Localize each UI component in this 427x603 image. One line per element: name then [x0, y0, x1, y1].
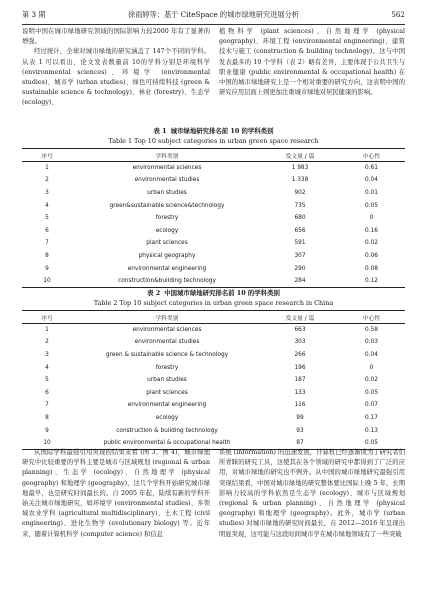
table-row — [22, 199, 405, 212]
table-cell: 3 — [45, 189, 49, 196]
table-cell: 902 — [294, 189, 306, 196]
column-header: 中心性 — [338, 311, 405, 324]
table-cell: 10 — [22, 275, 72, 288]
table-cell: physical geography — [138, 252, 196, 259]
table-cell: environmental engineering — [127, 402, 207, 409]
table-cell: 656 — [294, 227, 306, 234]
table-cell: 10 — [22, 437, 72, 450]
table-cell: 93 — [296, 427, 304, 434]
table-cell: 0.58 — [365, 327, 378, 334]
right-column-top — [219, 27, 405, 98]
table-cell: ecology — [155, 414, 179, 421]
table-cell: 4 — [45, 202, 49, 209]
table-cell: 0.04 — [365, 351, 378, 358]
table-cell: 0.05 — [365, 202, 378, 209]
table-row — [22, 174, 405, 187]
table-row — [22, 399, 405, 412]
table-cell: 187 — [294, 377, 306, 384]
table-cell: 0.12 — [338, 275, 405, 288]
table-cell: 663 — [294, 327, 306, 334]
table-cell: 735 — [294, 202, 306, 209]
table-cell: environmental sciences — [132, 327, 202, 334]
table-row — [22, 336, 405, 349]
table-cell: 0.05 — [365, 389, 378, 396]
table2 — [22, 310, 405, 450]
paragraph: 系统 (information) 的迅速发展，计算机已经逐渐成为了研究者们所青睐的研究工具，这使其在各个领域的研究中都得到了广泛的应用，对城市绿地的研究也不例外。从中国的城市绿地研究最强引用突现结果看，中国对城市绿地的研究整体要比国际上晚 5 年，长期影响力较高的学科依然是生态学 (ecology)、城市与区域规划 (regional & urban planning)、自然地理学 (physical geography) 和地理学 (geography)。此外，城市学 (urban studies) 对城市绿地的研究时间最长，在 2012—2016 年呈现出明显突现，这可能与这段时间城市学在城市绿地领域有了一些突破 — [219, 449, 405, 538]
table-cell: 9 — [45, 427, 49, 434]
table-cell: urban studies — [147, 189, 187, 196]
table-cell: 0.61 — [365, 165, 378, 172]
page-number: 562 — [391, 10, 405, 19]
paragraph: 植物科学 (plant sciences)、自然地理学 (physical geography)、环境工程 (environmental engineering)、建筑技术与施工 (construction & building technology)。这与中国发表最多的 10 个学科（表 2）略有差异，主要体现于公共卫生与职业健康 (public environmental & occupational health) 在中国的城市绿地研究上是一个相对重要的研究方向，这表明中国的研究应用层面上则更加注重城市绿地对居民健康的影响。 — [219, 28, 405, 97]
table-cell: 0 — [369, 215, 374, 222]
table-cell: 9 — [45, 265, 49, 272]
table-cell: construction & building technology — [116, 427, 218, 434]
paragraph: 从国际学科最强引用突现的结果来看 (图 3、图 4)，城市绿地研究中比较重要的学科主要是城市与区域规划 (regional & urban planning)、生态学 (ecology)、自然地理学 (physical geography) 和地理学 (geography)，这几个学科开始研究城市绿地最早，也是研究时间最长的。自 2005 年起，陆续有新的学科开始关注城市绿地研究，如环境学 (environmental studies)、多领域农业学科 (agricultural multidisciplinary)、土木工程 (civil engineering)、进化生物学 (evolutionary biology) 等。近年来，随着计算机科学 (computer science) 和信息 — [22, 449, 210, 538]
table-cell: 5 — [45, 377, 49, 384]
table-cell: 591 — [294, 240, 306, 247]
table-cell: 116 — [294, 402, 306, 409]
table-row — [22, 250, 405, 263]
table-cell: 0.02 — [365, 240, 378, 247]
table-cell: 99 — [296, 414, 304, 421]
table-cell: 133 — [294, 389, 306, 396]
table2-caption-en: Table 2 Top 10 subject categories in urban green space research in China — [93, 299, 334, 307]
table2-title-cn: 中国城市绿地研究排名前 10 的学科类别 — [164, 289, 280, 297]
column-header: 序号 — [22, 311, 72, 324]
table-header-row — [22, 149, 405, 162]
table-row — [22, 374, 405, 387]
table1-label: 表 1 — [153, 127, 167, 135]
table-cell: construction&building technology — [72, 275, 262, 288]
table-cell: 0.03 — [365, 339, 378, 346]
table-cell: 2 — [45, 339, 49, 346]
column-header: 中心性 — [338, 149, 405, 162]
table1 — [22, 148, 405, 288]
table-cell: 4 — [45, 364, 49, 371]
table-row — [22, 212, 405, 225]
issue-number: 第 3 期 — [22, 10, 46, 19]
table-row — [22, 424, 405, 437]
table-cell: forestry — [155, 364, 179, 371]
table-row — [22, 361, 405, 374]
table-cell: ecology — [155, 227, 179, 234]
table-cell: 7 — [45, 240, 49, 247]
table-cell: 1 — [45, 165, 49, 172]
table-cell: 87 — [262, 437, 338, 450]
table-cell: 0.01 — [365, 189, 378, 196]
table-cell: environmental engineering — [127, 265, 207, 272]
table-cell: urban studies — [147, 377, 187, 384]
table-cell: forestry — [155, 215, 179, 222]
table-cell: 307 — [294, 252, 306, 259]
table-cell: 266 — [294, 351, 306, 358]
table-cell: 0.06 — [365, 252, 378, 259]
table2-caption-cn — [22, 289, 405, 298]
left-column-top — [22, 27, 210, 109]
table-cell: environmental sciences — [132, 165, 202, 172]
paragraph: 说明中国在城市绿地研究领域的国际影响力较2000 年有了显著的增强。 — [22, 28, 210, 46]
table-row — [22, 275, 405, 288]
table-cell: 303 — [294, 339, 306, 346]
table-cell: 0.17 — [365, 414, 378, 421]
table-row — [22, 349, 405, 362]
table-row — [22, 162, 405, 175]
table-cell: 1 338 — [291, 177, 309, 184]
table-cell: 0 — [369, 364, 374, 371]
table-cell: public environmental & occupational health — [72, 437, 262, 450]
running-title: 徐雨婷等：基于 CiteSpace 的城市绿地研究进展分析 — [128, 10, 299, 19]
table-cell: green & sustainable science & technology — [105, 351, 229, 358]
table-cell: 0.05 — [338, 437, 405, 450]
table-cell: 196 — [294, 364, 306, 371]
table-cell: 0.02 — [365, 377, 378, 384]
right-column-bottom — [219, 448, 405, 540]
table-cell: 8 — [45, 414, 49, 421]
table-cell: environmental studies — [134, 339, 200, 346]
table-cell: 0.13 — [365, 427, 378, 434]
column-header: 发文量 / 篇 — [262, 311, 338, 324]
table-cell: 0.08 — [365, 265, 378, 272]
table-cell: 8 — [45, 252, 49, 259]
table-cell: plant sciences — [146, 389, 188, 396]
table-cell: 3 — [45, 351, 49, 358]
column-header: 学科类别 — [72, 311, 262, 324]
table-cell: green&sustainable science&technology — [109, 202, 225, 209]
table-cell: 7 — [45, 402, 49, 409]
paragraph: 经过统计，全球对城市绿地的研究涵盖了 147个不同的学科。从表 1 可以看出，论文发表数量前 10的学科分别是环境科学 (environmental sciences)、环境学 (environmental studies)、城市学 (urban studies)、绿色可持续科技 (green & sustainable science & technology)、林业 (forestry)、生态学 (ecology)、 — [22, 48, 210, 107]
table-cell: 680 — [294, 215, 306, 222]
table-cell: 284 — [262, 275, 338, 288]
table-cell: 0.04 — [365, 177, 378, 184]
table-header-row — [22, 311, 405, 324]
table-row — [22, 237, 405, 250]
column-header: 发文量 / 篇 — [262, 149, 338, 162]
table-cell: 1 — [45, 327, 49, 334]
table1-caption-cn — [22, 127, 405, 136]
table2-label: 表 2 — [147, 289, 161, 297]
table-cell: environmental studies — [134, 177, 200, 184]
table-cell: 0.16 — [365, 227, 378, 234]
table-cell: 290 — [294, 265, 306, 272]
table-row — [22, 187, 405, 200]
table-row — [22, 224, 405, 237]
table-cell: 2 — [45, 177, 49, 184]
table1-caption-en: Table 1 Top 10 subject categories in urban green space research — [108, 137, 319, 145]
table1-title-cn: 城市绿地研究排名前 10 的学科类别 — [170, 127, 274, 135]
table-cell: 1 983 — [291, 165, 309, 172]
table-cell: 6 — [45, 227, 49, 234]
table-row — [22, 324, 405, 337]
table-cell: 6 — [45, 389, 49, 396]
column-header: 学科类别 — [72, 149, 262, 162]
table-row — [22, 386, 405, 399]
column-header: 序号 — [22, 149, 72, 162]
table-row — [22, 262, 405, 275]
header-rule — [22, 24, 405, 25]
running-header — [22, 9, 405, 21]
left-column-bottom — [22, 448, 210, 540]
table-cell: 0.07 — [365, 402, 378, 409]
table-cell: 5 — [45, 215, 49, 222]
table-row — [22, 412, 405, 425]
table-cell: plant sciences — [146, 240, 188, 247]
